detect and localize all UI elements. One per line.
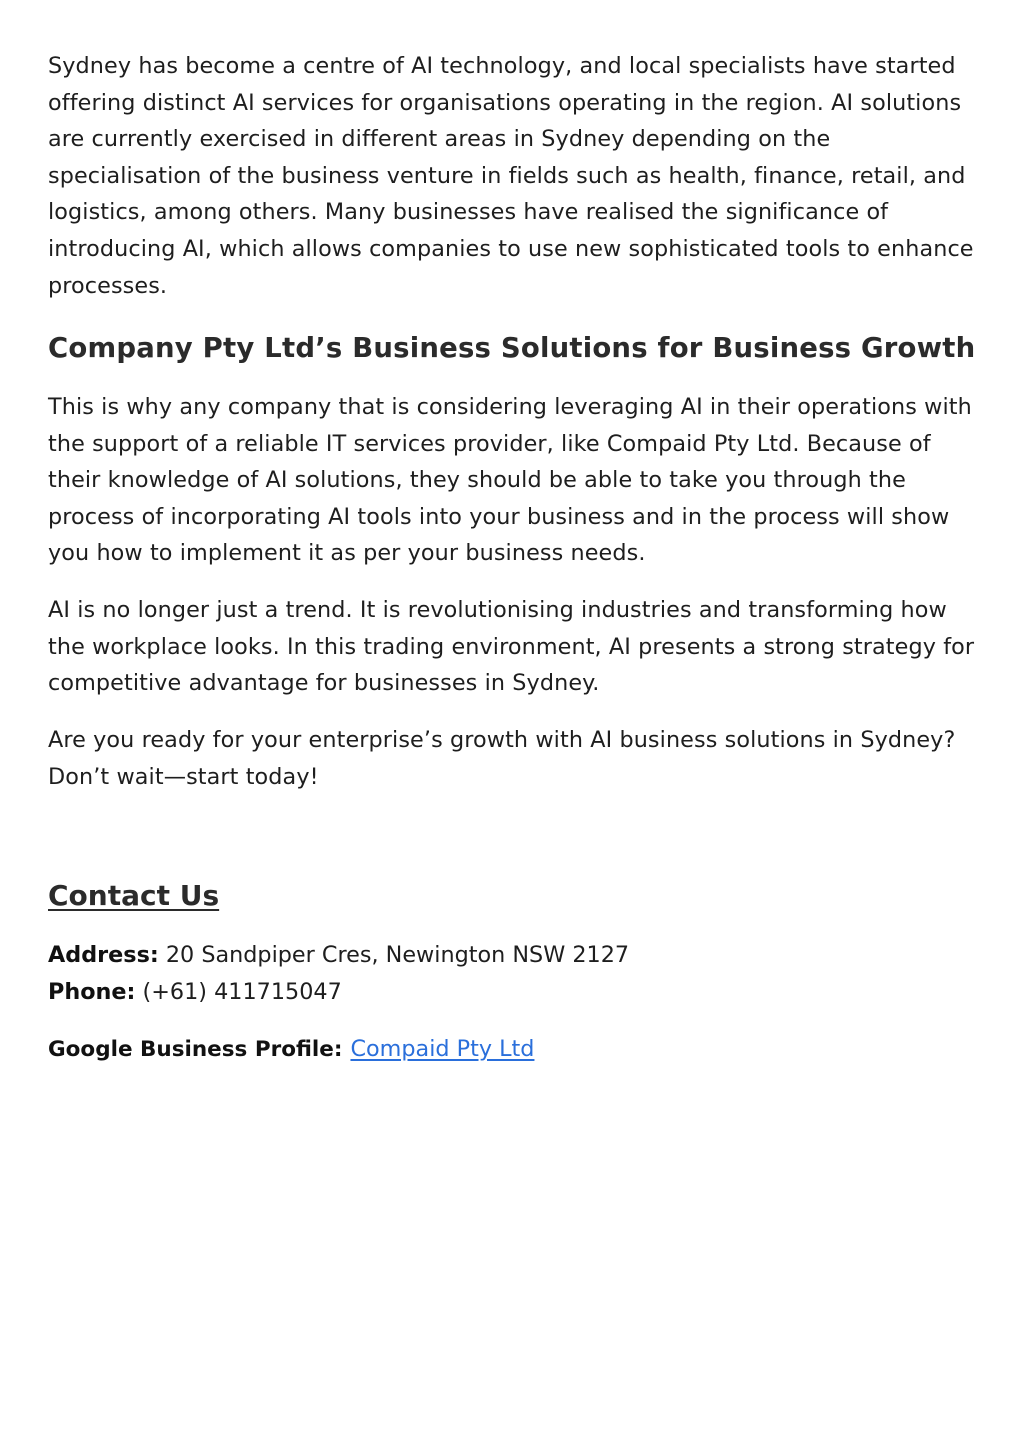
phone-label: Phone: [48, 979, 136, 1005]
section-paragraph-2: AI is no longer just a trend. It is revolutionising industries and transforming how the workplace looks. In this trading environment, AI presents a strong strategy for competitive advantage for businesses in Sydney. [48, 597, 975, 697]
google-business-profile-label: Google Business Profile: [48, 1037, 343, 1062]
intro-paragraph: Sydney has become a centre of AI technology, and local specialists have started offering distinct AI services for organisations operating in the region. AI solutions are currently exercised in different areas in Sydney depending on the specialisation of the business venture in fields such as health, finance, retail, and logistics, among others. Many businesses have realised the significance of introducing AI, which allows companies to use new sophisticated tools to enhance processes. [48, 53, 974, 299]
section-paragraph-3: Are you ready for your enterprise’s growth with AI business solutions in Sydney? Don’t wait—start today! [48, 727, 956, 790]
section-heading: Company Pty Ltd’s Business Solutions for Business Growth [48, 332, 976, 364]
google-business-profile-link[interactable]: Compaid Pty Ltd [350, 1036, 535, 1062]
section-paragraph-1: This is why any company that is considering leveraging AI in their operations with the support of a reliable IT services provider, like Compaid Pty Ltd. Because of their knowledge of AI solutions, they should be able to take you through the process of incorporating AI tools into your business and in the process will show you how to implement it as per your business needs. [48, 394, 972, 567]
google-business-profile-line [48, 1031, 534, 1069]
address-label: Address: [48, 942, 159, 968]
address-value: 20 Sandpiper Cres, Newington NSW 2127 [158, 942, 630, 968]
phone-line [48, 974, 342, 1011]
contact-us-heading: Contact Us [48, 879, 220, 912]
address-line [48, 937, 629, 974]
phone-value: (+61) 411715047 [135, 979, 342, 1005]
